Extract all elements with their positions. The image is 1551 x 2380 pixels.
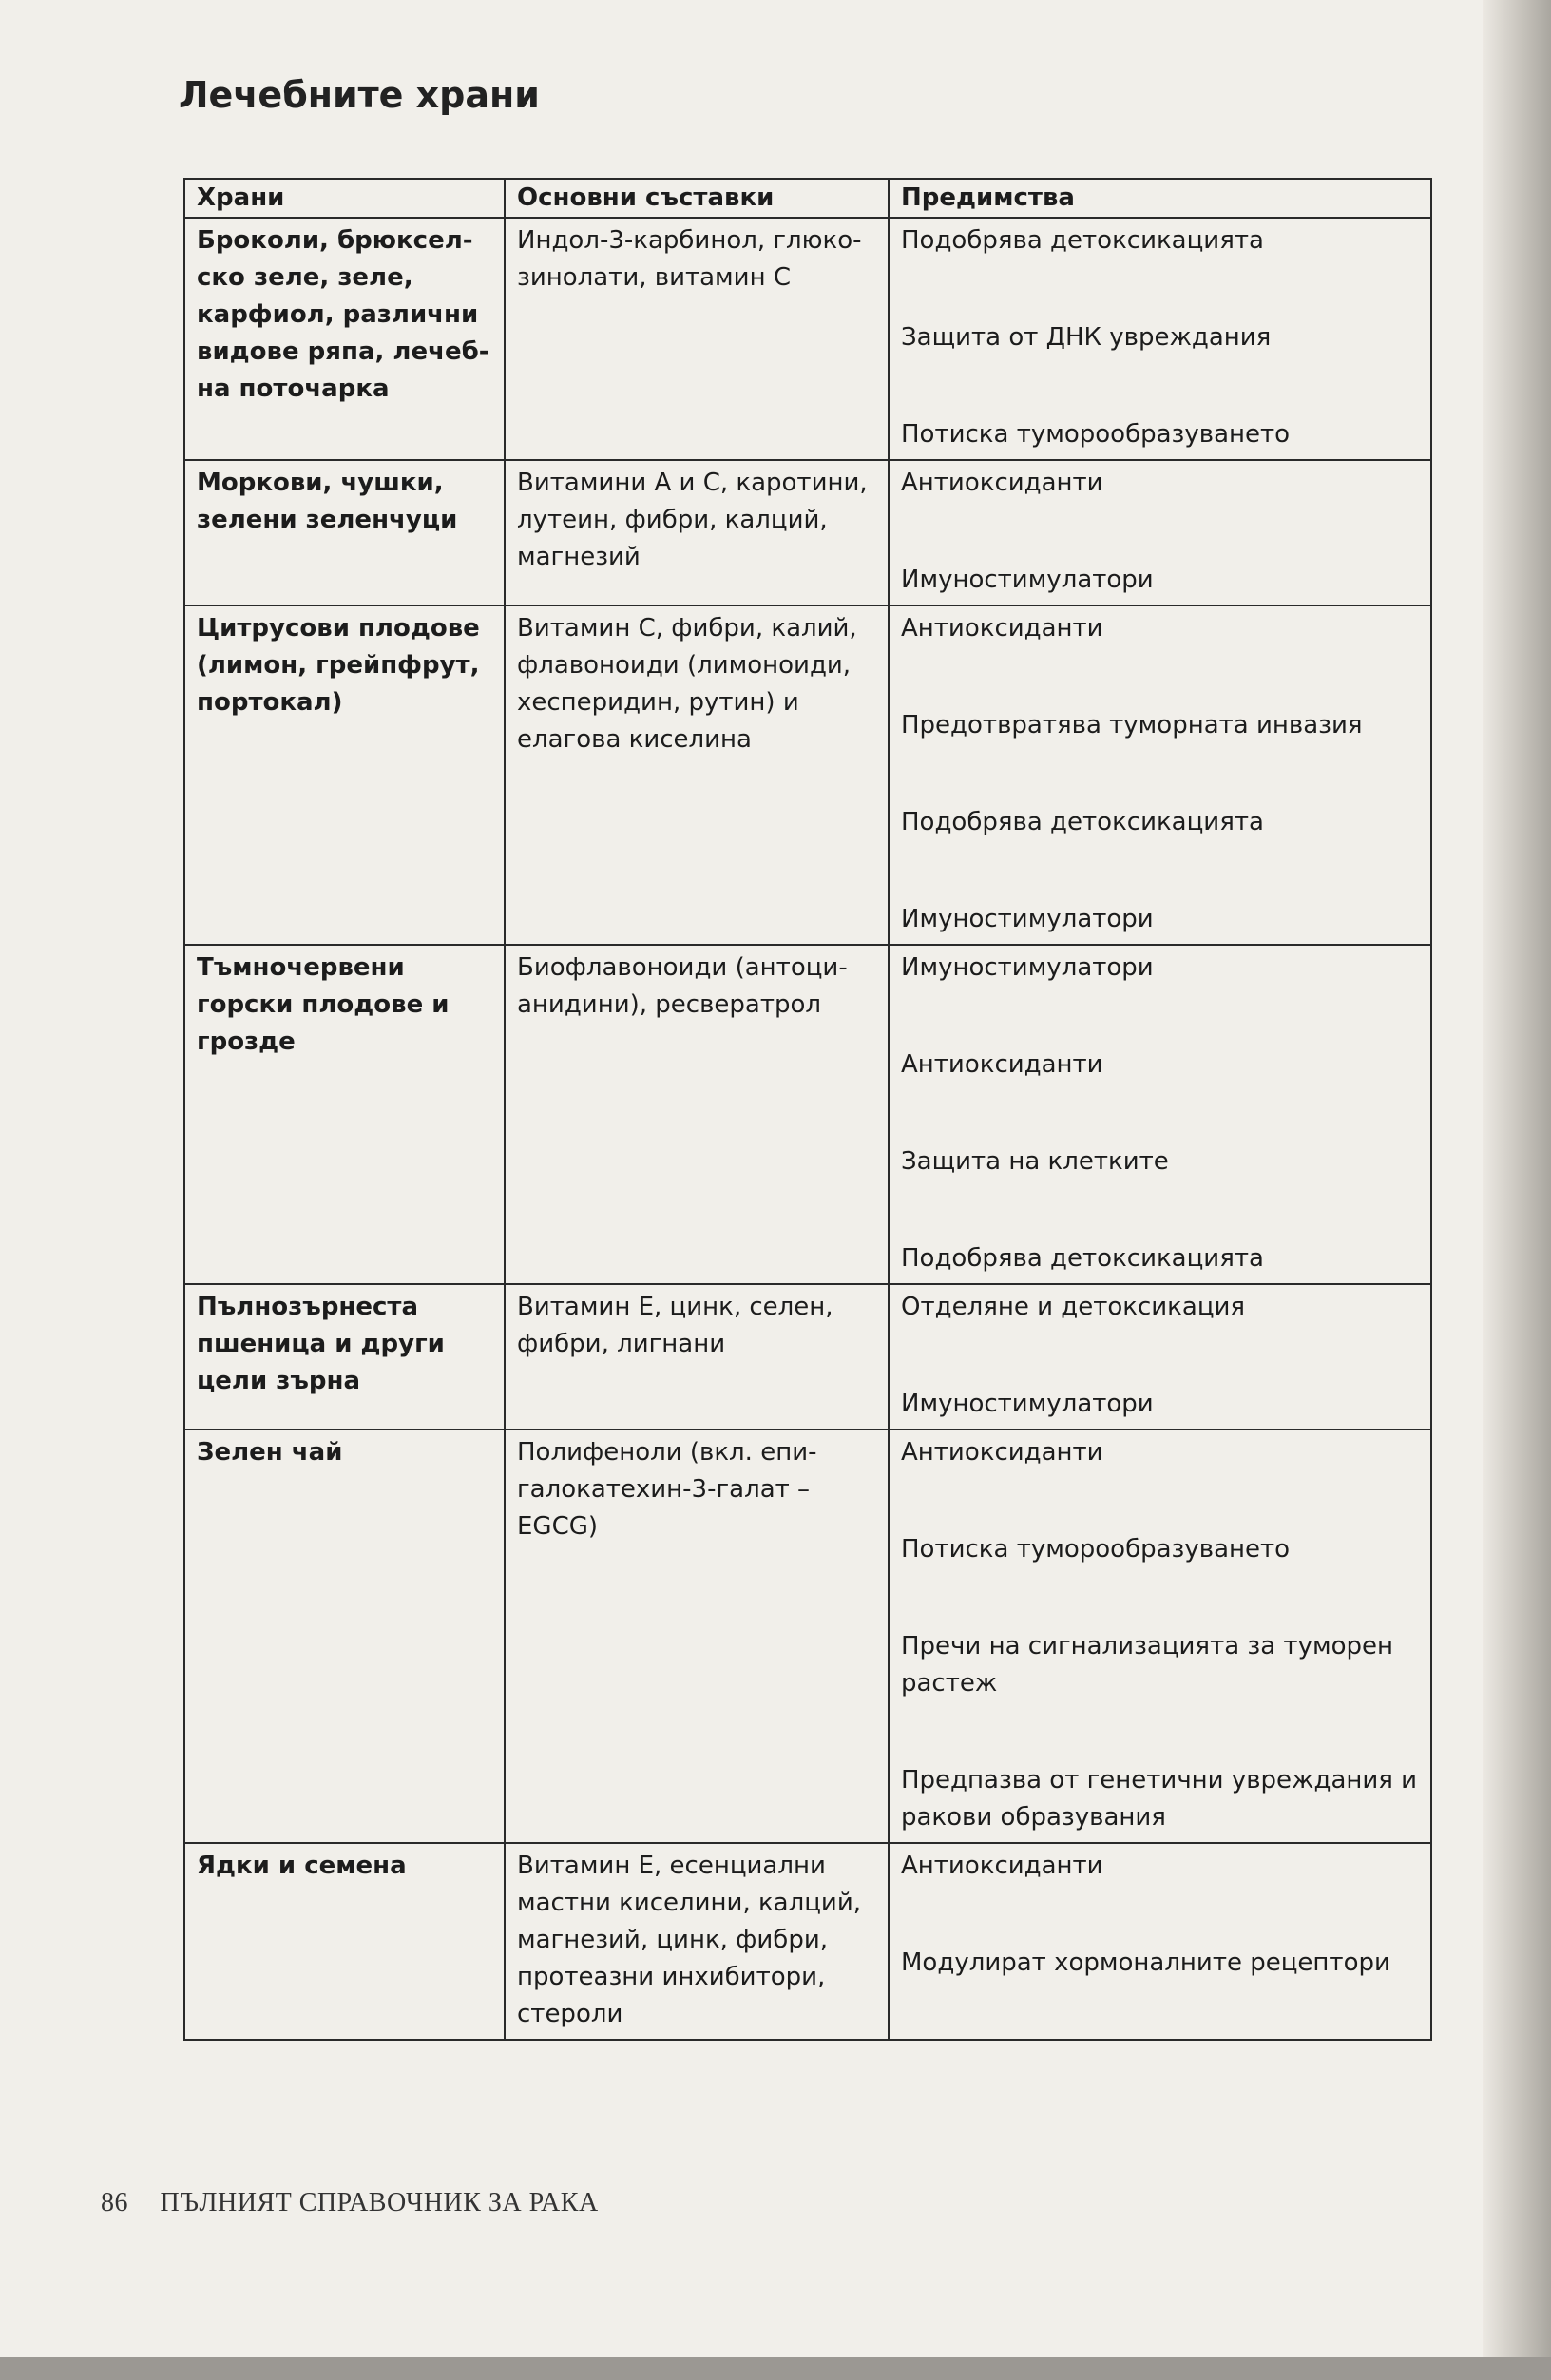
benefit-item: Отделяне и детоксикация [901, 1293, 1246, 1321]
table-header-row [184, 179, 1431, 218]
table-row [184, 1430, 1431, 1843]
table-row [184, 1843, 1431, 2040]
benefit-item: Защита от ДНК увреждания [901, 323, 1272, 352]
table-row [184, 218, 1431, 460]
header-benefits: Предимства [889, 179, 1431, 218]
benefit-item: Предпазва от генетични увреждания и ракови образувания [901, 1766, 1418, 1832]
benefit-item: Защита на клетките [901, 1147, 1169, 1176]
page-title: Лечебните храни [179, 74, 540, 116]
food-cell: Зелен чай [184, 1430, 505, 1843]
benefit-item: Потиска туморообразуването [901, 420, 1291, 449]
benefit-item: Имуностимулатори [901, 953, 1154, 982]
food-cell: Моркови, чушки, зелени зеленчуци [184, 460, 505, 605]
benefits-cell [889, 1430, 1431, 1843]
food-cell: Ядки и семена [184, 1843, 505, 2040]
food-cell: Цитрусови плодове (лимон, грейпфрут, портокал) [184, 605, 505, 945]
benefit-item: Имуностимулатори [901, 566, 1154, 594]
components-cell: Полифеноли (вкл. епигалокатехин-3-галат – EGCG) [505, 1430, 889, 1843]
scan-bottom-strip [0, 2357, 1551, 2380]
table-row [184, 945, 1431, 1284]
running-title: ПЪЛНИЯТ СПРАВОЧНИК ЗА РАКА [160, 2188, 599, 2217]
page-footer [101, 2188, 599, 2218]
table-row [184, 605, 1431, 945]
benefits-cell [889, 945, 1431, 1284]
header-foods: Храни [184, 179, 505, 218]
components-cell: Витамин Е, есенциални мастни киселини, калций, магнезий, цинк, фибри, протеазни инхибитори, стероли [505, 1843, 889, 2040]
components-cell: Биофлавоноиди (антоцианидини), ресвератрол [505, 945, 889, 1284]
benefit-item: Подобрява детоксикацията [901, 808, 1264, 836]
table-row [184, 460, 1431, 605]
benefit-item: Антиоксиданти [901, 1438, 1103, 1467]
benefit-item: Антиоксиданти [901, 469, 1103, 497]
table-row [184, 1284, 1431, 1430]
benefit-item: Предотвратява туморната инвазия [901, 711, 1363, 739]
benefits-cell [889, 218, 1431, 460]
components-cell: Витамин Е, цинк, селен, фибри, лигнани [505, 1284, 889, 1430]
benefit-item: Имуностимулатори [901, 905, 1154, 933]
benefit-item: Подобрява детоксикацията [901, 226, 1264, 255]
benefits-cell [889, 1284, 1431, 1430]
benefit-item: Модулират хормоналните рецептори [901, 1948, 1390, 1977]
benefit-item: Подобрява детоксикацията [901, 1244, 1264, 1273]
benefits-cell [889, 605, 1431, 945]
components-cell: Витамини А и С, каротини, лутеин, фибри, калций, магнезий [505, 460, 889, 605]
benefit-item: Пречи на сигнализацията за туморен растеж [901, 1632, 1393, 1698]
food-cell: Тъмночервени горски плодове и грозде [184, 945, 505, 1284]
benefits-cell [889, 460, 1431, 605]
benefits-cell [889, 1843, 1431, 2040]
page-edge [1483, 0, 1551, 2380]
benefit-item: Потиска туморообразуването [901, 1535, 1291, 1564]
benefit-item: Антиоксиданти [901, 1852, 1103, 1880]
food-cell: Броколи, брюкселско зеле, зеле, карфиол, различни видове ряпа, лечебна поточарка [184, 218, 505, 460]
page-number: 86 [101, 2188, 128, 2217]
components-cell: Витамин С, фибри, калий, флавоноиди (лимоноиди, хесперидин, рутин) и елагова киселина [505, 605, 889, 945]
components-cell: Индол-3-карбинол, глюкозинолати, витамин С [505, 218, 889, 460]
healing-foods-table [183, 178, 1432, 2041]
food-cell: Пълнозърнеста пшеница и други цели зърна [184, 1284, 505, 1430]
benefit-item: Антиоксиданти [901, 1050, 1103, 1079]
benefit-item: Имуностимулатори [901, 1390, 1154, 1418]
benefit-item: Антиоксиданти [901, 614, 1103, 643]
header-components: Основни съставки [505, 179, 889, 218]
